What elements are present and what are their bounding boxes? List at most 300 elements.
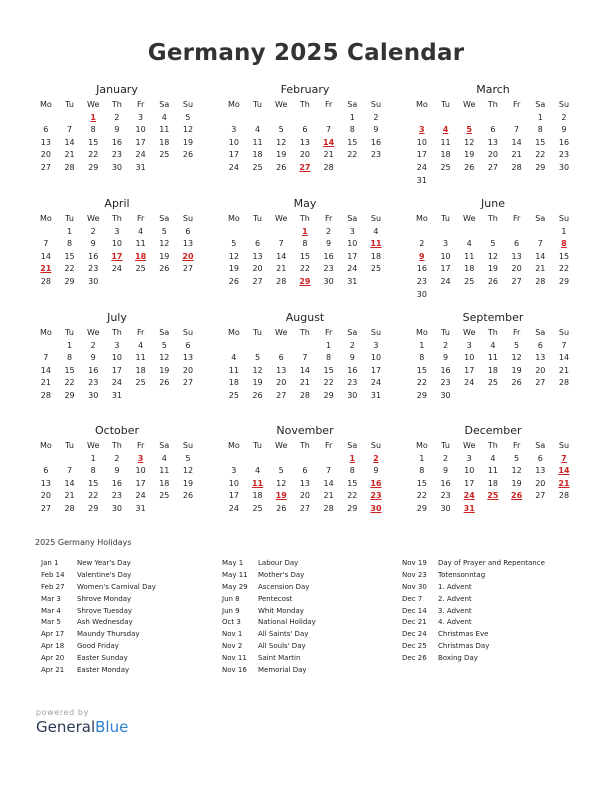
day-cell: 20 (487, 150, 498, 160)
month-name: September (462, 311, 524, 324)
holiday-day-cell: 3 (137, 453, 144, 463)
day-cell: 13 (182, 239, 194, 249)
day-cell: 11 (252, 137, 263, 147)
holiday-day-cell: 26 (511, 491, 523, 501)
holiday-name: Valentine's Day (77, 570, 132, 579)
day-cell: 3 (138, 112, 144, 122)
holiday-day-cell: 21 (558, 478, 570, 488)
weekday-header: We (463, 100, 476, 109)
holiday-day-cell: 24 (463, 491, 475, 501)
day-cell: 14 (40, 365, 51, 375)
weekday-header: Sa (535, 328, 546, 337)
holiday-row (41, 570, 156, 582)
holiday-row (41, 629, 156, 641)
holiday-date: Dec 26 (402, 654, 427, 663)
day-cell: 18 (464, 264, 475, 274)
day-cell: 4 (138, 340, 144, 350)
day-cell: 24 (370, 378, 382, 388)
weekday-header: We (275, 214, 288, 223)
holiday-row (222, 617, 316, 629)
weekday-header: Su (182, 214, 194, 223)
holiday-row (402, 570, 545, 582)
day-cell: 12 (159, 239, 170, 249)
day-cell: 6 (185, 226, 191, 236)
weekday-header: Mo (415, 100, 428, 109)
holiday-day-cell: 1 (349, 453, 356, 463)
day-cell: 24 (464, 378, 475, 388)
day-cell: 3 (373, 340, 379, 350)
weekday-header: Su (182, 441, 194, 450)
day-cell: 6 (490, 125, 496, 135)
weekday-header: We (87, 214, 100, 223)
day-cell: 28 (299, 390, 310, 400)
day-cell: 7 (66, 466, 73, 476)
weekday-header: Su (182, 100, 194, 109)
month-august (222, 310, 388, 403)
logo-blue: Blue (95, 718, 129, 736)
weekday-header: Th (111, 100, 122, 109)
holiday-name: 2. Advent (438, 594, 472, 603)
holiday-name: Women's Carnival Day (77, 582, 156, 591)
weekday-header: We (87, 100, 100, 109)
holiday-row (222, 653, 316, 665)
logo-general: General (36, 718, 96, 736)
day-cell: 31 (347, 276, 358, 286)
holiday-date: May 11 (222, 570, 248, 579)
day-cell: 28 (276, 276, 287, 286)
day-cell: 16 (347, 365, 358, 375)
day-cell: 17 (135, 478, 146, 488)
month-days-grid (222, 98, 388, 175)
day-cell: 31 (135, 162, 146, 172)
day-cell: 18 (159, 137, 170, 147)
day-cell: 24 (228, 503, 239, 513)
day-cell: 14 (323, 478, 334, 488)
day-cell: 9 (326, 239, 332, 249)
holiday-date: Apr 20 (41, 654, 65, 663)
month-february (222, 82, 388, 175)
day-cell: 20 (535, 478, 546, 488)
weekday-header: Tu (65, 328, 74, 337)
empty-cell (34, 226, 58, 239)
month-name: December (464, 424, 522, 437)
holiday-date: Mar 5 (41, 618, 61, 627)
empty-cell (293, 340, 317, 353)
month-days-grid (222, 212, 388, 289)
day-cell: 20 (299, 150, 310, 160)
day-cell: 22 (299, 264, 310, 274)
holiday-name: Boxing Day (438, 654, 478, 663)
weekday-header: Fr (512, 441, 521, 450)
day-cell: 30 (347, 390, 358, 400)
brand-logo (36, 708, 128, 736)
empty-cell (481, 226, 505, 239)
day-cell: 23 (88, 264, 99, 274)
day-cell: 12 (159, 353, 170, 363)
month-name: April (104, 197, 130, 210)
weekday-header: We (87, 441, 100, 450)
day-cell: 18 (440, 150, 451, 160)
day-cell: 26 (276, 503, 287, 513)
weekday-header: Mo (39, 441, 52, 450)
month-july (34, 310, 200, 403)
day-cell: 19 (159, 251, 170, 261)
day-cell: 16 (88, 251, 99, 261)
day-cell: 13 (40, 137, 51, 147)
holiday-date: Mar 4 (41, 606, 61, 615)
day-cell: 24 (135, 491, 146, 501)
day-cell: 28 (558, 378, 570, 388)
empty-cell (222, 112, 246, 125)
day-cell: 19 (182, 137, 194, 147)
day-cell: 13 (535, 353, 546, 363)
holiday-name: Saint Martin (258, 654, 301, 663)
day-cell: 15 (347, 478, 358, 488)
day-cell: 11 (159, 125, 170, 135)
weekday-header: Sa (159, 328, 170, 337)
weekday-header: Fr (324, 441, 333, 450)
day-cell: 12 (487, 251, 498, 261)
holiday-day-cell: 14 (558, 466, 570, 476)
day-cell: 6 (43, 125, 49, 135)
holiday-name: All Souls' Day (258, 642, 306, 651)
month-name: October (94, 424, 140, 437)
day-cell: 2 (114, 453, 120, 463)
holiday-row (222, 558, 316, 570)
day-cell: 20 (511, 264, 522, 274)
day-cell: 22 (64, 264, 75, 274)
day-cell: 29 (64, 390, 75, 400)
day-cell: 30 (88, 390, 99, 400)
weekday-header: Tu (253, 441, 262, 450)
day-cell: 3 (114, 340, 120, 350)
day-cell: 2 (114, 112, 120, 122)
day-cell: 1 (326, 340, 332, 350)
holiday-day-cell: 20 (182, 251, 194, 261)
weekday-header: Fr (324, 214, 333, 223)
month-name: March (476, 83, 510, 96)
weekday-header: Fr (136, 328, 145, 337)
month-days-grid (34, 326, 200, 403)
weekday-header: Fr (324, 100, 333, 109)
day-cell: 28 (40, 276, 51, 286)
month-april (34, 196, 200, 289)
empty-cell (34, 453, 58, 466)
day-cell: 24 (135, 150, 146, 160)
holiday-date: Nov 23 (402, 570, 427, 579)
weekday-header: Th (487, 100, 498, 109)
day-cell: 16 (370, 137, 382, 147)
holiday-name: 3. Advent (438, 606, 472, 615)
day-cell: 31 (111, 390, 122, 400)
day-cell: 2 (442, 453, 449, 463)
day-cell: 10 (228, 137, 239, 147)
day-cell: 28 (40, 390, 51, 400)
weekday-header: Th (487, 328, 498, 337)
day-cell: 28 (323, 503, 334, 513)
day-cell: 29 (416, 390, 427, 400)
weekday-header: We (87, 328, 100, 337)
day-cell: 15 (347, 137, 358, 147)
day-cell: 18 (252, 150, 263, 160)
day-cell: 17 (228, 150, 239, 160)
day-cell: 22 (416, 378, 427, 388)
weekday-header: Mo (415, 328, 428, 337)
day-cell: 1 (90, 453, 96, 463)
day-cell: 27 (40, 503, 51, 513)
day-cell: 25 (228, 390, 239, 400)
empty-cell (58, 453, 82, 466)
weekday-header: We (463, 328, 476, 337)
day-cell: 22 (347, 150, 358, 160)
weekday-header: Tu (441, 100, 450, 109)
day-cell: 15 (416, 365, 427, 375)
weekday-header: We (463, 214, 476, 223)
weekday-header: Th (299, 441, 310, 450)
day-cell: 21 (323, 150, 334, 160)
empty-cell (317, 112, 341, 125)
day-cell: 23 (88, 378, 99, 388)
day-cell: 2 (442, 340, 449, 350)
day-cell: 30 (88, 276, 99, 286)
day-cell: 17 (370, 365, 382, 375)
holiday-name: Day of Prayer and Repentance (438, 559, 545, 567)
day-cell: 2 (326, 226, 332, 236)
holiday-date: Apr 21 (41, 666, 65, 675)
day-cell: 12 (511, 466, 522, 476)
holiday-day-cell: 5 (466, 125, 472, 135)
day-cell: 14 (40, 251, 51, 261)
month-march (410, 82, 576, 187)
holiday-name: Easter Monday (77, 666, 130, 675)
day-cell: 15 (558, 251, 570, 261)
weekday-header: Mo (415, 214, 428, 223)
weekday-header: Su (558, 214, 570, 223)
day-cell: 21 (64, 491, 75, 501)
day-cell: 3 (349, 226, 355, 236)
holiday-date: Nov 2 (222, 642, 243, 651)
day-cell: 26 (487, 276, 498, 286)
holiday-day-cell: 8 (561, 239, 567, 249)
weekday-header: Th (111, 441, 122, 450)
day-cell: 30 (440, 390, 451, 400)
day-cell: 8 (349, 466, 355, 476)
holiday-row (222, 606, 316, 618)
day-cell: 22 (416, 491, 427, 501)
day-cell: 1 (537, 112, 543, 122)
day-cell: 6 (302, 466, 308, 476)
holiday-date: May 1 (222, 559, 244, 567)
empty-cell (481, 112, 505, 125)
day-cell: 2 (561, 112, 567, 122)
empty-cell (222, 226, 246, 239)
day-cell: 12 (182, 466, 194, 476)
empty-cell (246, 112, 270, 125)
month-name: August (285, 311, 325, 324)
day-cell: 11 (135, 239, 146, 249)
holiday-name: Christmas Day (438, 642, 490, 651)
day-cell: 15 (416, 478, 427, 488)
holiday-name: Shrove Monday (77, 594, 132, 603)
holiday-date: Feb 27 (41, 582, 65, 591)
day-cell: 22 (535, 150, 546, 160)
day-cell: 20 (276, 378, 287, 388)
day-cell: 22 (88, 491, 99, 501)
weekday-header: We (463, 441, 476, 450)
day-cell: 2 (349, 340, 355, 350)
day-cell: 23 (111, 150, 122, 160)
day-cell: 24 (347, 264, 358, 274)
weekday-header: We (275, 100, 288, 109)
day-cell: 3 (466, 340, 472, 350)
holiday-name: Totensonntag (438, 570, 486, 579)
day-cell: 23 (416, 276, 427, 286)
holiday-row (41, 558, 156, 570)
holiday-row (402, 641, 545, 653)
holiday-name: 1. Advent (438, 582, 472, 591)
weekday-header: Tu (441, 328, 450, 337)
holiday-name: All Saints' Day (258, 630, 309, 639)
day-cell: 29 (347, 503, 358, 513)
day-cell: 5 (185, 453, 191, 463)
day-cell: 14 (64, 478, 75, 488)
weekday-header: Mo (227, 100, 240, 109)
day-cell: 17 (440, 264, 451, 274)
holiday-date: Nov 19 (402, 559, 427, 567)
weekday-header: Fr (512, 328, 521, 337)
weekday-header: Sa (159, 441, 170, 450)
day-cell: 9 (349, 353, 355, 363)
day-cell: 9 (561, 125, 567, 135)
holiday-date: Dec 25 (402, 642, 427, 651)
holiday-day-cell: 2 (373, 453, 379, 463)
empty-cell (505, 112, 529, 125)
day-cell: 22 (323, 378, 334, 388)
weekday-header: Tu (441, 441, 450, 450)
day-cell: 4 (254, 466, 261, 476)
day-cell: 7 (326, 125, 332, 135)
day-cell: 25 (370, 264, 382, 274)
weekday-header: Tu (65, 214, 74, 223)
day-cell: 7 (561, 340, 567, 350)
day-cell: 12 (252, 365, 263, 375)
day-cell: 19 (159, 365, 170, 375)
month-september (410, 310, 576, 403)
weekday-header: Tu (65, 100, 74, 109)
day-cell: 4 (466, 239, 472, 249)
weekday-header: Mo (227, 441, 240, 450)
holiday-day-cell: 30 (370, 503, 382, 513)
empty-cell (246, 226, 270, 239)
day-cell: 5 (278, 125, 284, 135)
day-cell: 27 (535, 378, 546, 388)
day-cell: 23 (370, 150, 382, 160)
holiday-date: Jun 9 (222, 606, 240, 615)
day-cell: 26 (464, 162, 475, 172)
holiday-name: Easter Sunday (77, 654, 128, 663)
day-cell: 12 (228, 251, 239, 261)
weekday-header: Su (558, 441, 570, 450)
day-cell: 30 (558, 162, 570, 172)
day-cell: 23 (440, 378, 451, 388)
day-cell: 4 (490, 340, 496, 350)
day-cell: 18 (159, 478, 170, 488)
holiday-name: Whit Monday (258, 606, 304, 615)
day-cell: 18 (135, 365, 146, 375)
weekday-header: Sa (347, 328, 358, 337)
weekday-header: Th (111, 214, 122, 223)
weekday-header: Sa (347, 100, 358, 109)
day-cell: 29 (558, 276, 570, 286)
day-cell: 8 (66, 353, 73, 363)
day-cell: 29 (535, 162, 546, 172)
day-cell: 28 (323, 162, 334, 172)
page-title: Germany 2025 Calendar (147, 40, 465, 66)
weekday-header: Tu (253, 214, 262, 223)
day-cell: 29 (64, 276, 75, 286)
day-cell: 10 (111, 353, 122, 363)
month-days-grid (410, 326, 576, 403)
holiday-date: Mar 3 (41, 594, 61, 603)
month-days-grid (410, 98, 576, 187)
day-cell: 26 (228, 276, 239, 286)
day-cell: 1 (419, 453, 425, 463)
holiday-date: Nov 16 (222, 666, 247, 675)
weekday-header: Sa (535, 100, 546, 109)
holiday-row (41, 653, 156, 665)
holiday-date: Dec 21 (402, 618, 427, 627)
day-cell: 26 (276, 162, 287, 172)
holiday-day-cell: 3 (419, 125, 425, 135)
day-cell: 13 (252, 251, 263, 261)
weekday-header: Fr (512, 214, 521, 223)
day-cell: 3 (114, 226, 120, 236)
day-cell: 9 (442, 353, 449, 363)
day-cell: 2 (90, 226, 96, 236)
day-cell: 25 (464, 276, 475, 286)
holiday-day-cell: 4 (442, 125, 449, 135)
day-cell: 17 (111, 365, 122, 375)
day-cell: 9 (442, 466, 449, 476)
day-cell: 15 (88, 478, 99, 488)
holiday-day-cell: 23 (370, 491, 382, 501)
day-cell: 18 (487, 478, 498, 488)
holiday-row (41, 582, 156, 594)
day-cell: 1 (561, 226, 567, 236)
weekday-header: Su (558, 100, 570, 109)
empty-cell (269, 226, 293, 239)
month-june (410, 196, 576, 301)
day-cell: 7 (514, 125, 520, 135)
day-cell: 9 (373, 125, 379, 135)
holiday-row (222, 594, 316, 606)
day-cell: 8 (90, 466, 96, 476)
day-cell: 14 (299, 365, 310, 375)
holiday-row (402, 558, 545, 570)
day-cell: 12 (464, 137, 475, 147)
weekday-header: Th (487, 441, 498, 450)
month-name: February (280, 83, 330, 96)
holiday-row (41, 606, 156, 618)
empty-cell (293, 112, 317, 125)
day-cell: 31 (416, 175, 427, 185)
weekday-header: Fr (136, 214, 145, 223)
day-cell: 7 (326, 466, 332, 476)
day-cell: 1 (66, 340, 73, 350)
day-cell: 13 (511, 251, 522, 261)
day-cell: 12 (182, 125, 194, 135)
holiday-row (402, 582, 545, 594)
